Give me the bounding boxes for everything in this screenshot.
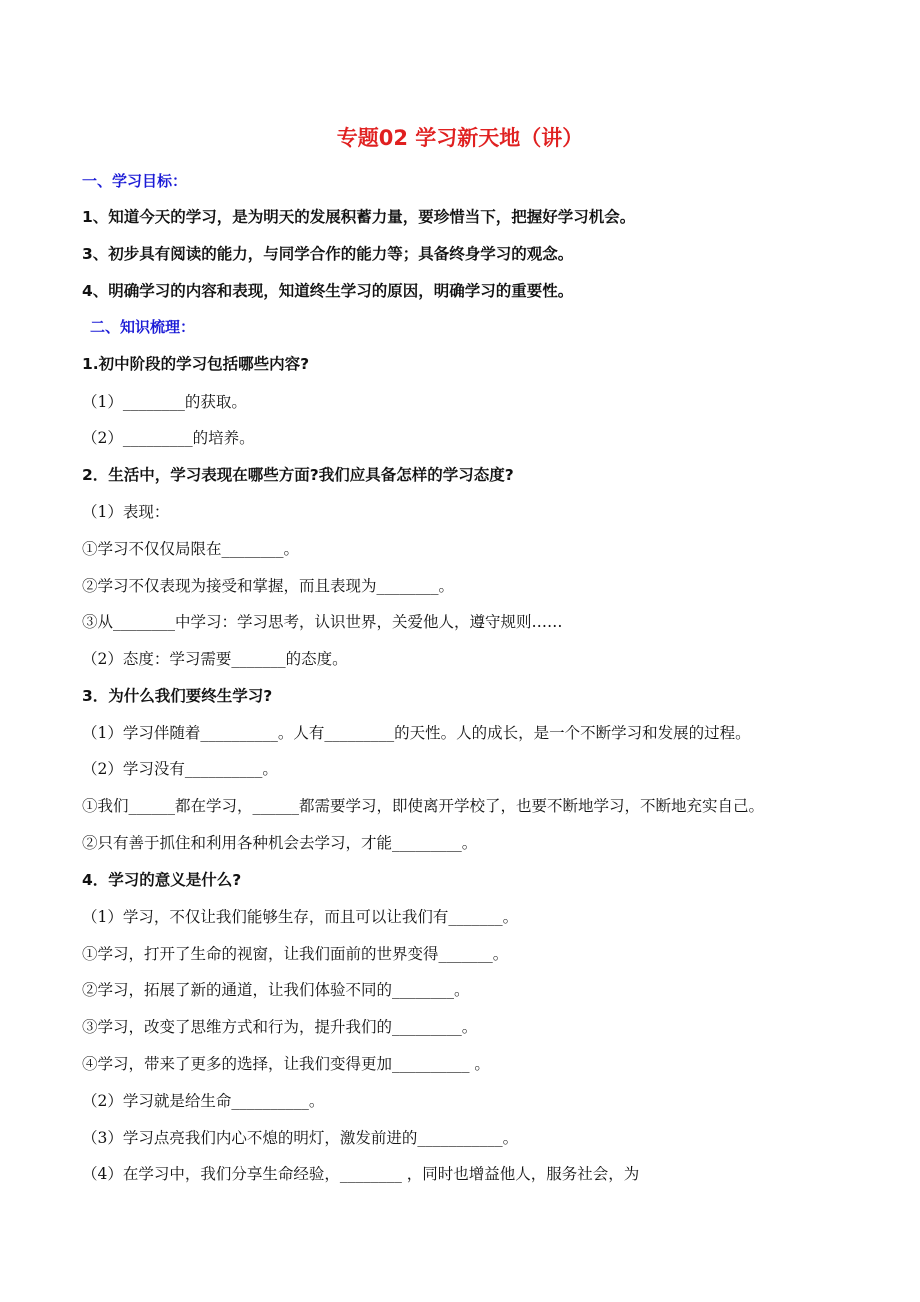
answer-line: （4）在学习中，我们分享生命经验，________ ，同时也增益他人，服务社会，为 bbox=[82, 1165, 640, 1183]
answer-line: ③学习，改变了思维方式和行为，提升我们的_________。 bbox=[82, 1018, 478, 1036]
answer-line: ①学习，打开了生命的视窗，让我们面前的世界变得_______。 bbox=[82, 945, 509, 963]
answer-line: ①我们______都在学习，______都需要学习，即使离开学校了，也要不断地学习，不断地充实自己。 bbox=[82, 797, 765, 815]
answer-line: ②学习，拓展了新的通道，让我们体验不同的________。 bbox=[82, 981, 470, 999]
question: 4．学习的意义是什么? bbox=[82, 871, 242, 889]
answer-line: （1）学习，不仅让我们能够生存，而且可以让我们有_______。 bbox=[82, 908, 519, 926]
page-title: 专题02 学习新天地（讲） bbox=[336, 126, 584, 150]
goal-item: 3、初步具有阅读的能力，与同学合作的能力等；具备终身学习的观念。 bbox=[82, 245, 574, 263]
answer-line: ①学习不仅仅局限在________。 bbox=[82, 540, 300, 558]
answer-line: ②学习不仅表现为接受和掌握，而且表现为________。 bbox=[82, 577, 455, 595]
answer-line: ④学习，带来了更多的选择，让我们变得更加__________ 。 bbox=[82, 1055, 490, 1073]
question: 1.初中阶段的学习包括哪些内容? bbox=[82, 355, 310, 373]
answer-line: （2）_________的培养。 bbox=[82, 429, 255, 447]
answer-line: （1）________的获取。 bbox=[82, 393, 247, 411]
answer-line: （2）态度：学习需要_______的态度。 bbox=[82, 650, 348, 668]
goal-item: 1、知道今天的学习，是为明天的发展积蓄力量，要珍惜当下，把握好学习机会。 bbox=[82, 208, 636, 226]
answer-line: （2）学习就是给生命__________。 bbox=[82, 1092, 325, 1110]
answer-line: （1）表现： bbox=[82, 503, 170, 521]
answer-line: （2）学习没有__________。 bbox=[82, 760, 278, 778]
answer-line: （1）学习伴随着__________。人有_________的天性。人的成长，是一个不断学习和发展的过程。 bbox=[82, 724, 751, 742]
goals-heading: 一、学习目标： bbox=[82, 172, 188, 190]
review-heading: 二、知识梳理： bbox=[90, 318, 196, 336]
goal-item: 4、明确学习的内容和表现，知道终生学习的原因，明确学习的重要性。 bbox=[82, 282, 574, 300]
question: 3．为什么我们要终生学习? bbox=[82, 687, 273, 705]
answer-line: ②只有善于抓住和利用各种机会去学习，才能_________。 bbox=[82, 834, 478, 852]
answer-line: ③从________中学习：学习思考，认识世界，关爱他人，遵守规则…… bbox=[82, 613, 563, 631]
answer-line: （3）学习点亮我们内心不熄的明灯，激发前进的___________。 bbox=[82, 1129, 519, 1147]
question: 2．生活中，学习表现在哪些方面?我们应具备怎样的学习态度? bbox=[82, 466, 514, 484]
